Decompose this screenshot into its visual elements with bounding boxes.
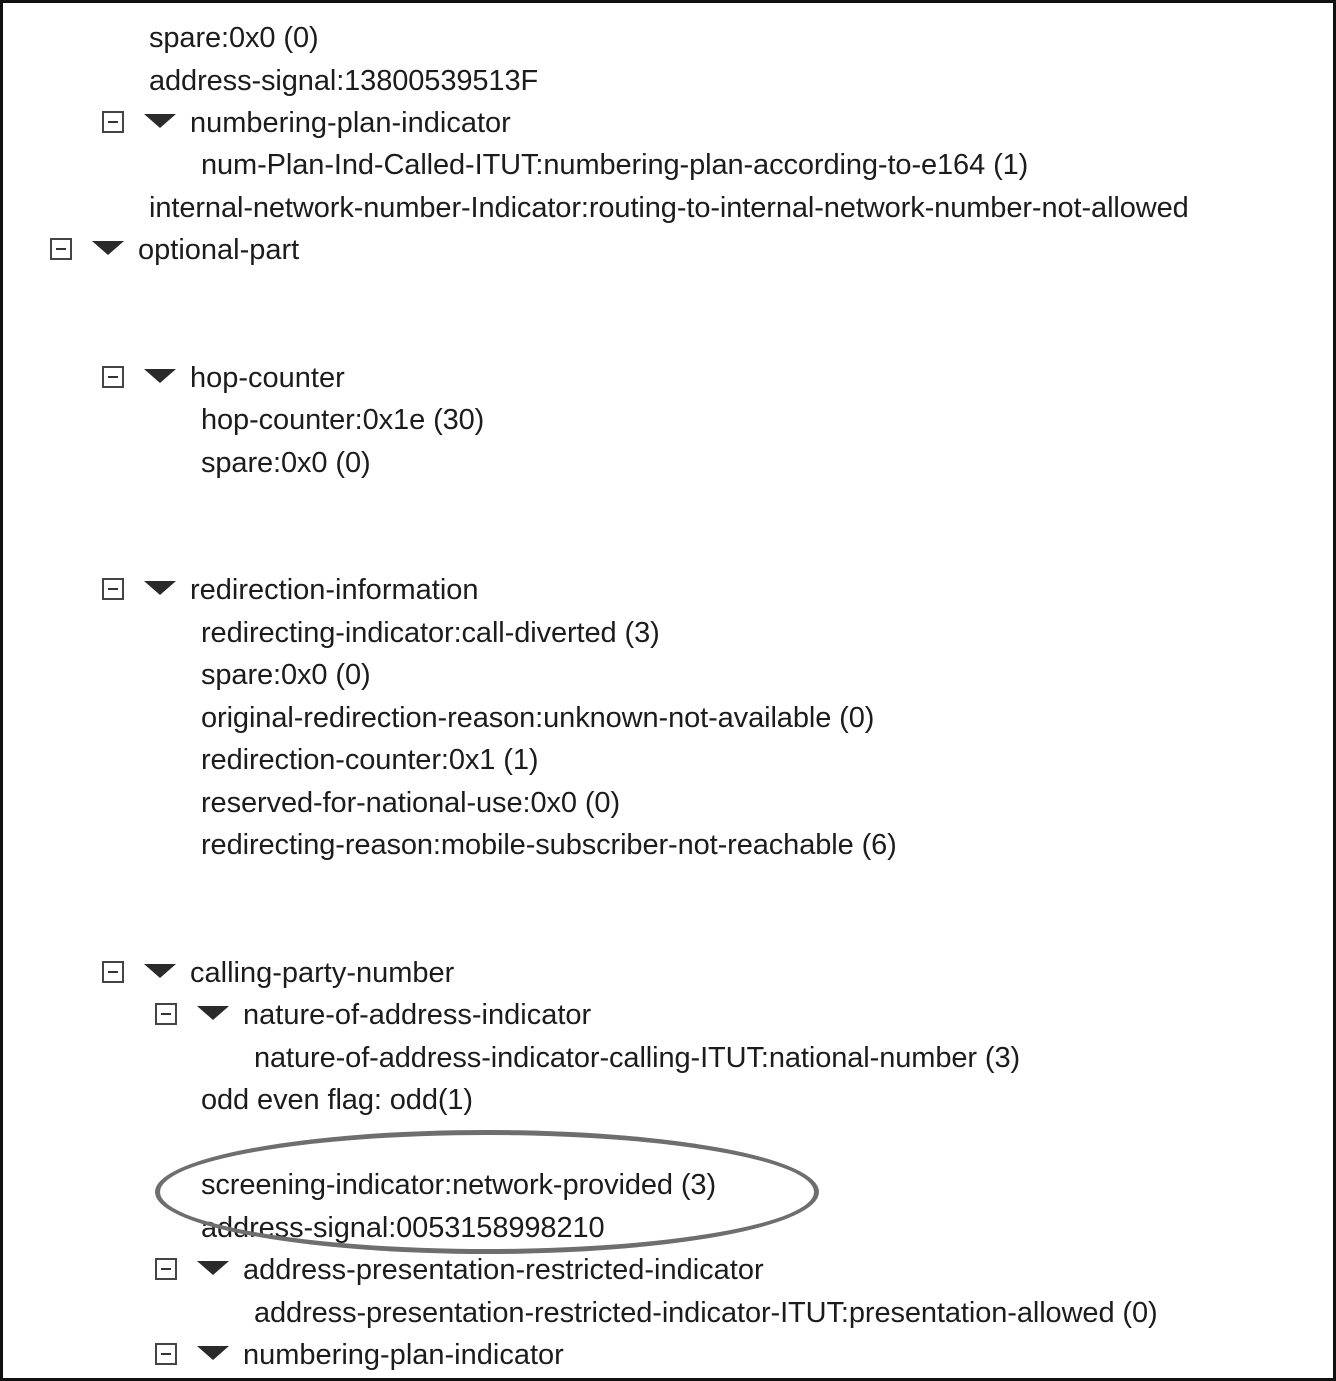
tree-node-label: numbering-plan-indicator <box>190 107 511 139</box>
tree-leaf-internal-network-number-indicator: internal-network-number-Indicator:routing-to-internal-network-number-not-allowed <box>149 192 1189 224</box>
tree-node-label: nature-of-address-indicator <box>243 999 592 1031</box>
tree-leaf-screening-indicator: screening-indicator:network-provided (3) <box>201 1169 717 1201</box>
tree-leaf-spare: spare:0x0 (0) <box>149 22 319 54</box>
collapse-box-icon[interactable] <box>102 961 124 983</box>
tree-leaf-address-signal: address-signal:0053158998210 <box>201 1212 605 1244</box>
tree-node-label: optional-part <box>138 234 300 266</box>
tree-leaf-redirecting-reason: redirecting-reason:mobile-subscriber-not-reachable (6) <box>201 829 897 861</box>
collapse-box-icon[interactable] <box>155 1343 177 1365</box>
triangle-down-icon[interactable] <box>197 1006 229 1020</box>
triangle-down-icon[interactable] <box>144 964 176 978</box>
collapse-box-icon[interactable] <box>50 238 72 260</box>
tree-leaf-reserved-for-national-use: reserved-for-national-use:0x0 (0) <box>201 787 620 819</box>
tree-leaf-address-presentation-restricted-indicator-itut: address-presentation-restricted-indicator-ITUT:presentation-allowed (0) <box>254 1297 1158 1329</box>
tree-leaf-redirecting-indicator: redirecting-indicator:call-diverted (3) <box>201 617 660 649</box>
tree-leaf-num-plan-ind-called: num-Plan-Ind-Called-ITUT:numbering-plan-according-to-e164 (1) <box>201 149 1029 181</box>
tree-leaf-address-signal: address-signal:13800539513F <box>149 65 539 97</box>
triangle-down-icon[interactable] <box>144 581 176 595</box>
tree-leaf-original-redirection-reason: original-redirection-reason:unknown-not-available (0) <box>201 702 875 734</box>
collapse-box-icon[interactable] <box>102 578 124 600</box>
tree-leaf-hop-counter-value: hop-counter:0x1e (30) <box>201 404 485 436</box>
triangle-down-icon[interactable] <box>144 114 176 128</box>
collapse-box-icon[interactable] <box>102 111 124 133</box>
tree-node-label: redirection-information <box>190 574 479 606</box>
tree-node-label: address-presentation-restricted-indicator <box>243 1254 764 1286</box>
tree-leaf-odd-even-flag: odd even flag: odd(1) <box>201 1084 473 1116</box>
triangle-down-icon[interactable] <box>197 1346 229 1360</box>
triangle-down-icon[interactable] <box>92 241 124 255</box>
triangle-down-icon[interactable] <box>197 1261 229 1275</box>
tree-node-label: numbering-plan-indicator <box>243 1339 564 1371</box>
tree-leaf-spare: spare:0x0 (0) <box>201 659 371 691</box>
collapse-box-icon[interactable] <box>102 366 124 388</box>
tree-leaf-nature-of-address-indicator-calling: nature-of-address-indicator-calling-ITUT:national-number (3) <box>254 1042 1021 1074</box>
tree-node-label: calling-party-number <box>190 957 455 989</box>
tree-leaf-redirection-counter: redirection-counter:0x1 (1) <box>201 744 539 776</box>
tree-node-label: hop-counter <box>190 362 345 394</box>
collapse-box-icon[interactable] <box>155 1258 177 1280</box>
triangle-down-icon[interactable] <box>144 369 176 383</box>
tree-leaf-spare: spare:0x0 (0) <box>201 447 371 479</box>
collapse-box-icon[interactable] <box>155 1003 177 1025</box>
